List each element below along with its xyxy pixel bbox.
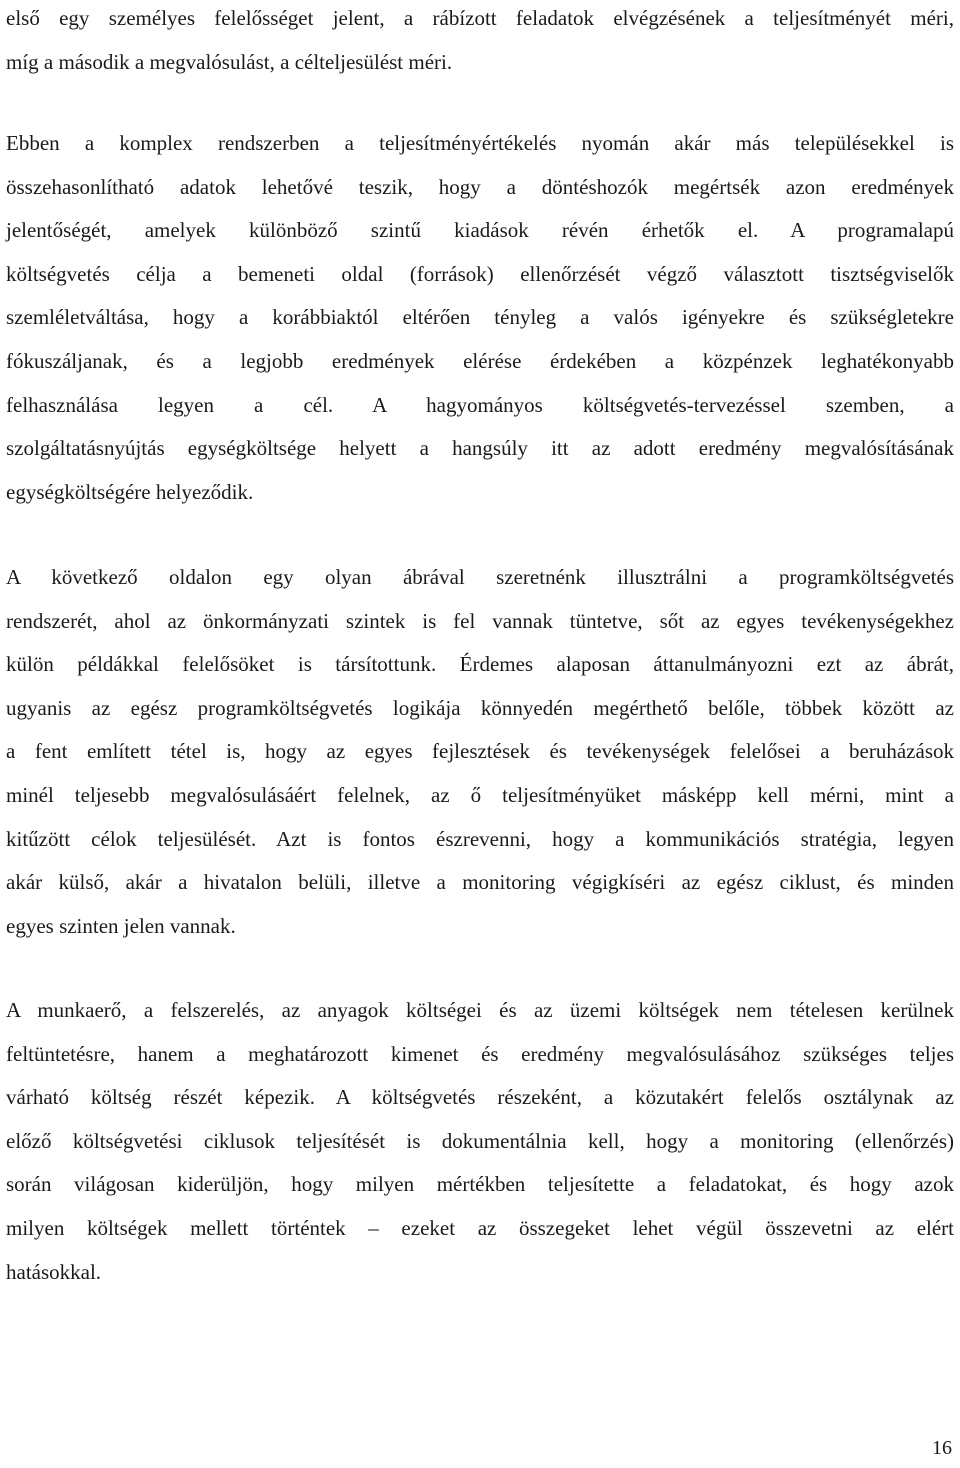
text-line: egységköltségére helyeződik. xyxy=(6,479,254,504)
text-line: összehasonlítható adatok lehetővé teszik, hogy a döntéshozók megértsék azon eredmények xyxy=(6,174,954,199)
text-line: várható költség részét képezik. A költségvetés részeként, a közutakért felelős osztálynak az xyxy=(6,1085,954,1110)
paragraph-3 xyxy=(6,556,954,948)
text-line: külön példákkal felelősöket is társítottunk. Érdemes alaposan áttanulmányozni ezt az ábrát, xyxy=(6,652,954,677)
text-line: költségvetés célja a bemeneti oldal (források) ellenőrzését végző választott tisztségviselők xyxy=(6,261,954,286)
text-line: felhasználása legyen a cél. A hagyományos költségvetés-tervezéssel szemben, a xyxy=(6,392,954,417)
text-line: rendszerét, ahol az önkormányzati szintek is fel vannak tüntetve, sőt az egyes tevékenységekhez xyxy=(6,608,954,633)
text-line: szolgáltatásnyújtás egységköltsége helyett a hangsúly itt az adott eredmény megvalósításának xyxy=(6,436,954,461)
text-line: A munkaerő, a felszerelés, az anyagok költségei és az üzemi költségek nem tételesen kerülnek xyxy=(6,998,954,1022)
page-number: 16 xyxy=(932,1437,952,1459)
text-line: első egy személyes felelősséget jelent, a rábízott feladatok elvégzésének a teljesítményét méri, xyxy=(6,6,954,30)
text-line: fókuszáljanak, és a legjobb eredmények elérése érdekében a közpénzek leghatékonyabb xyxy=(6,348,954,373)
text-line: hatásokkal. xyxy=(6,1259,102,1284)
text-line: egyes szinten jelen vannak. xyxy=(6,913,236,938)
text-line: szemléletváltása, hogy a korábbiaktól eltérően tényleg a valós igényekre és szükségletekre xyxy=(6,305,954,330)
text-line: akár külső, akár a hivatalon belüli, illetve a monitoring végigkíséri az egész ciklust, és minden xyxy=(6,870,954,895)
text-line: míg a második a megvalósulást, a célteljesülést méri. xyxy=(6,49,453,74)
text-line: kitűzött célok teljesülését. Azt is fontos észrevenni, hogy a kommunikációs stratégia, legyen xyxy=(6,826,954,851)
text-line: milyen költségek mellett történtek – ezeket az összegeket lehet végül összevetni az elért xyxy=(6,1215,954,1240)
paragraph-2 xyxy=(6,122,954,514)
text-line: a fent említett tétel is, hogy az egyes fejlesztések és tevékenységek felelősei a beruházások xyxy=(6,739,954,764)
text-line: során világosan kiderüljön, hogy milyen mértékben teljesítette a feladatokat, és hogy azok xyxy=(6,1172,954,1197)
text-line: minél teljesebb megvalósulásáért felelnek, az ő teljesítményüket másképp kell mérni, mint a xyxy=(6,782,954,807)
text-line: ugyanis az egész programköltségvetés logikája könnyedén megérthető belőle, többek között az xyxy=(6,695,954,720)
text-line: előző költségvetési ciklusok teljesítését is dokumentálnia kell, hogy a monitoring (ellenőrzés) xyxy=(6,1128,954,1153)
text-line: feltüntetésre, hanem a meghatározott kimenet és eredmény megvalósulásához szükséges teljes xyxy=(6,1041,954,1066)
paragraph-4 xyxy=(6,989,954,1294)
paragraph-1 xyxy=(6,0,954,84)
text-line: jelentőségét, amelyek különböző szintű kiadások révén érhetők el. A programalapú xyxy=(6,218,954,243)
text-line: A következő oldalon egy olyan ábrával szeretnénk illusztrálni a programköltségvetés xyxy=(6,565,954,589)
text-line: Ebben a komplex rendszerben a teljesítményértékelés nyomán akár más településekkel is xyxy=(6,131,954,155)
